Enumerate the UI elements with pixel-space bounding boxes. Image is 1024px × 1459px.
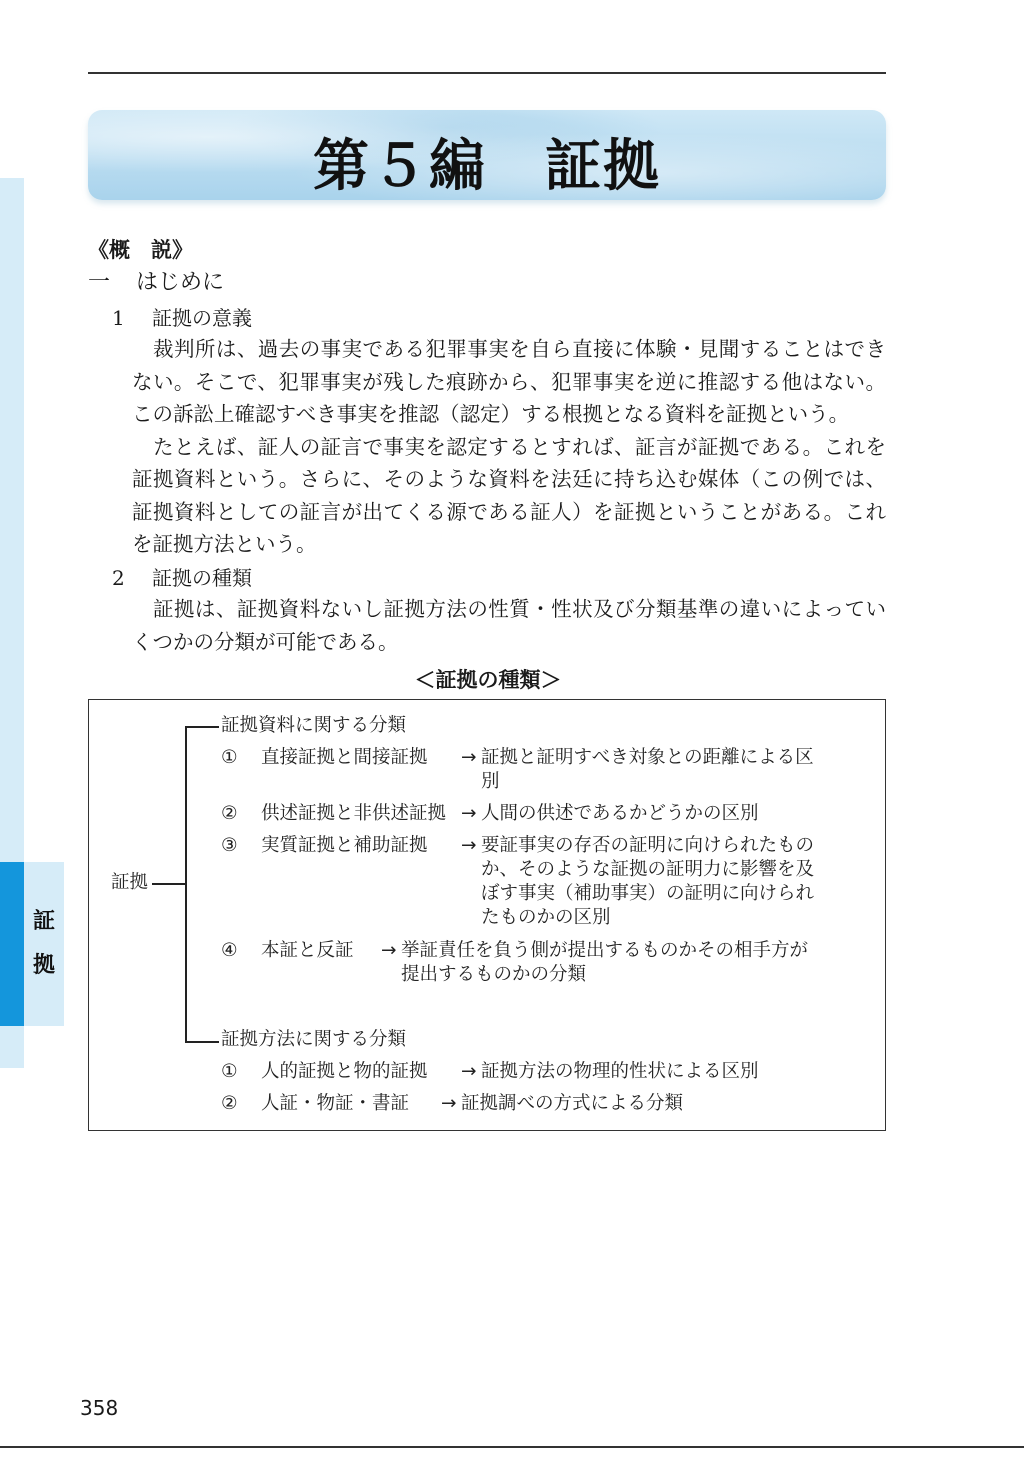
item-number: ① bbox=[221, 1061, 238, 1082]
item-description: 挙証責任を負う側が提出するものかその相手方が bbox=[401, 940, 809, 961]
side-tab-label bbox=[28, 900, 60, 988]
subsection-title: 証拠の意義 bbox=[152, 306, 252, 330]
item-description: 証拠方法の物理的性状による区別 bbox=[481, 1061, 759, 1082]
item-term: 実質証拠と補助証拠 bbox=[261, 835, 428, 856]
top-rule bbox=[88, 72, 886, 74]
classification-diagram bbox=[88, 699, 886, 1131]
subsection-title: 証拠の種類 bbox=[152, 566, 252, 590]
types-paragraph bbox=[132, 593, 886, 658]
item-term: 供述証拠と非供述証拠 bbox=[261, 803, 447, 824]
paragraph: 裁判所は、過去の事実である犯罪事実を自ら直接に体験・見聞することはできない。そこで、犯罪事実が残した痕跡から、犯罪事実を逆に推認する他はない。この訴訟上確認すべき事実を推認（認定）する根拠となる資料を証拠という。 bbox=[132, 337, 886, 426]
item-description: 提出するものかの分類 bbox=[401, 964, 587, 985]
item-description: か、そのような証拠の証明力に影響を及 bbox=[481, 859, 815, 880]
paragraph: たとえば、証人の証言で事実を認定するとすれば、証言が証拠である。これを証拠資料という。さらに、そのような資料を法廷に持ち込む媒体（この例では、証拠資料としての証言が出てくる源である証人）を証拠ということがある。これを証拠方法という。 bbox=[132, 434, 886, 556]
side-tab-char: 拠 bbox=[32, 953, 55, 978]
diagram-title: ＜証拠の種類＞ bbox=[414, 668, 562, 692]
branch-line-methods bbox=[185, 1041, 219, 1043]
side-tab-char: 証 bbox=[32, 909, 55, 934]
subsection-number: 2 bbox=[112, 566, 125, 590]
arrow: → bbox=[381, 940, 397, 961]
section-number: 一 bbox=[88, 270, 111, 295]
item-description: 要証事実の存否の証明に向けられたもの bbox=[481, 835, 815, 856]
page-number: 358 bbox=[80, 1396, 119, 1420]
arrow: → bbox=[461, 803, 477, 824]
item-description: 人間の供述であるかどうかの区別 bbox=[481, 803, 759, 824]
subsection-heading bbox=[112, 562, 252, 591]
overview-heading: 《概 説》 bbox=[88, 238, 193, 262]
item-number: ④ bbox=[221, 940, 238, 961]
item-term: 直接証拠と間接証拠 bbox=[261, 747, 428, 768]
arrow: → bbox=[441, 1093, 457, 1114]
item-number: ② bbox=[221, 803, 238, 824]
item-number: ① bbox=[221, 747, 238, 768]
branch-line-materials bbox=[185, 726, 219, 728]
diagram-root: 証拠 bbox=[111, 872, 149, 893]
arrow: → bbox=[461, 1061, 477, 1082]
item-description: ぼす事実（補助事実）の証明に向けられ bbox=[481, 883, 815, 904]
title-banner bbox=[88, 110, 886, 200]
item-description: たものかの区別 bbox=[481, 907, 611, 928]
paragraph: 証拠は、証拠資料ないし証拠方法の性質・性状及び分類基準の違いによっていくつかの分類が可能である。 bbox=[132, 597, 886, 654]
section-title: はじめに bbox=[136, 270, 225, 295]
item-term: 人証・物証・書証 bbox=[261, 1093, 410, 1114]
arrow: → bbox=[461, 747, 477, 768]
side-tab bbox=[0, 862, 24, 1026]
subsection-heading bbox=[112, 302, 252, 331]
arrow: → bbox=[461, 835, 477, 856]
item-description: 証拠と証明すべき対象との距離による区 bbox=[481, 747, 814, 768]
group-label: 証拠資料に関する分類 bbox=[221, 715, 407, 736]
item-number: ③ bbox=[221, 835, 238, 856]
subsection-number: 1 bbox=[112, 306, 125, 330]
meaning-paragraphs bbox=[132, 333, 886, 561]
item-term: 人的証拠と物的証拠 bbox=[261, 1061, 428, 1082]
item-description: 別 bbox=[481, 771, 500, 792]
root-connector bbox=[152, 883, 186, 885]
group-label: 証拠方法に関する分類 bbox=[221, 1029, 407, 1050]
item-term: 本証と反証 bbox=[261, 940, 354, 961]
chapter-title: 第５編 証拠 bbox=[313, 134, 661, 199]
bottom-rule bbox=[0, 1446, 1024, 1448]
tree-vertical-line bbox=[185, 726, 187, 1042]
item-number: ② bbox=[221, 1093, 238, 1114]
item-description: 証拠調べの方式による分類 bbox=[461, 1093, 684, 1114]
section-heading bbox=[88, 265, 224, 296]
